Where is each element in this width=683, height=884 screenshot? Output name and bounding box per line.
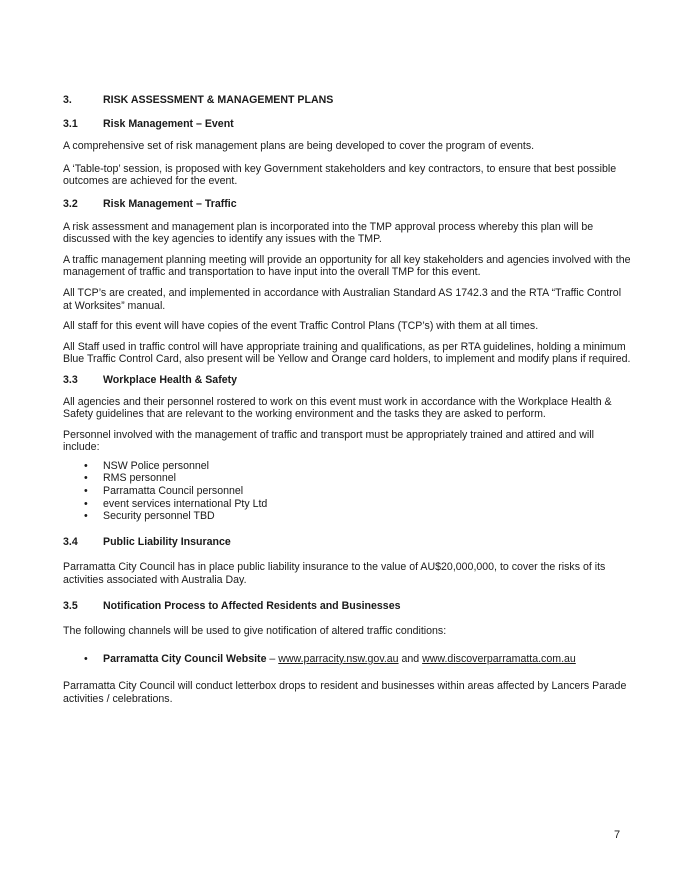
paragraph: Parramatta City Council has in place public liability insurance to the value of AU$20,000,000, to cover the risks of its activities associated with Australia Day.	[63, 561, 606, 587]
section-title: Public Liability Insurance	[103, 535, 231, 548]
section-number: 3.1	[63, 117, 78, 130]
section-number: 3.3	[63, 373, 78, 386]
dash: –	[266, 652, 279, 665]
paragraph: All TCP’s are created, and implemented in accordance with Australian Standard AS 1742.3 and the RTA “Traffic Control at Worksites” manual.	[63, 286, 622, 312]
section-number: 3.5	[63, 599, 78, 612]
section-3-4-heading	[63, 536, 631, 549]
discover-parramatta-link[interactable]: www.discoverparramatta.com.au	[422, 652, 576, 665]
bullet-bold-label: Parramatta City Council Website	[103, 652, 267, 665]
personnel-list	[63, 460, 631, 523]
paragraph: All agencies and their personnel rostered to work on this event must work in accordance with the Workplace Health & Safety guidelines that are relevant to the working environment and the tasks they are asked to perform.	[63, 395, 612, 421]
section-number: 3.2	[63, 197, 78, 210]
channels-list	[63, 653, 631, 666]
section-number: 3.4	[63, 535, 78, 548]
paragraph: Parramatta City Council will conduct letterbox drops to resident and businesses within areas affected by Lancers Parade activities / celebrations.	[63, 680, 627, 705]
section-3-1-heading	[63, 118, 631, 131]
section-number: 3.	[63, 94, 72, 106]
paragraph: A traffic management planning meeting will provide an opportunity for all key stakeholders and agencies involved with the management of traffic and transportation to have input into the overall TMP for this event.	[63, 253, 631, 279]
paragraph: All Staff used in traffic control will have appropriate training and qualifications, as per RTA guidelines, holding a minimum Blue Traffic Control Card, also present will be Yellow and Orange card holders, to implement and modify plans if required.	[63, 340, 631, 366]
paragraph: A ‘Table-top’ session, is proposed with key Government stakeholders and key contractors, to ensure that best possible outcomes are achieved for the event.	[63, 162, 617, 188]
section-3-2-heading	[63, 198, 631, 211]
paragraph: Personnel involved with the management of traffic and transport must be appropriately trained and attired and will include:	[63, 428, 594, 454]
paragraph: A risk assessment and management plan is incorporated into the TMP approval process whereby this plan will be discussed with the key agencies to identify any issues with the TMP.	[63, 220, 594, 246]
list-item	[63, 653, 631, 666]
paragraph: The following channels will be used to give notification of altered traffic conditions:	[63, 625, 447, 638]
section-3-3-heading	[63, 374, 631, 387]
list-item: • NSW Police personnel	[63, 460, 631, 473]
list-item: • event services international Pty Ltd	[63, 498, 631, 511]
and-text: and	[398, 652, 423, 665]
list-item: • RMS personnel	[63, 472, 631, 485]
list-item: • Security personnel TBD	[63, 510, 631, 523]
page-number: 7	[614, 829, 621, 841]
list-item: • Parramatta Council personnel	[63, 485, 631, 498]
section-3-5-heading	[63, 600, 631, 613]
paragraph: All staff for this event will have copies of the event Traffic Control Plans (TCP’s) with them at all times.	[63, 320, 539, 333]
page-content	[63, 94, 631, 706]
section-title: Workplace Health & Safety	[103, 373, 238, 386]
paragraph: A comprehensive set of risk management plans are being developed to cover the program of events.	[63, 140, 535, 153]
section-title: RISK ASSESSMENT & MANAGEMENT PLANS	[103, 94, 334, 106]
council-website-link[interactable]: www.parracity.nsw.gov.au	[278, 652, 399, 665]
section-title: Risk Management – Event	[103, 117, 234, 130]
section-title: Notification Process to Affected Residents and Businesses	[103, 599, 401, 612]
section-title: Risk Management – Traffic	[103, 197, 237, 210]
section-3-heading	[63, 94, 631, 107]
